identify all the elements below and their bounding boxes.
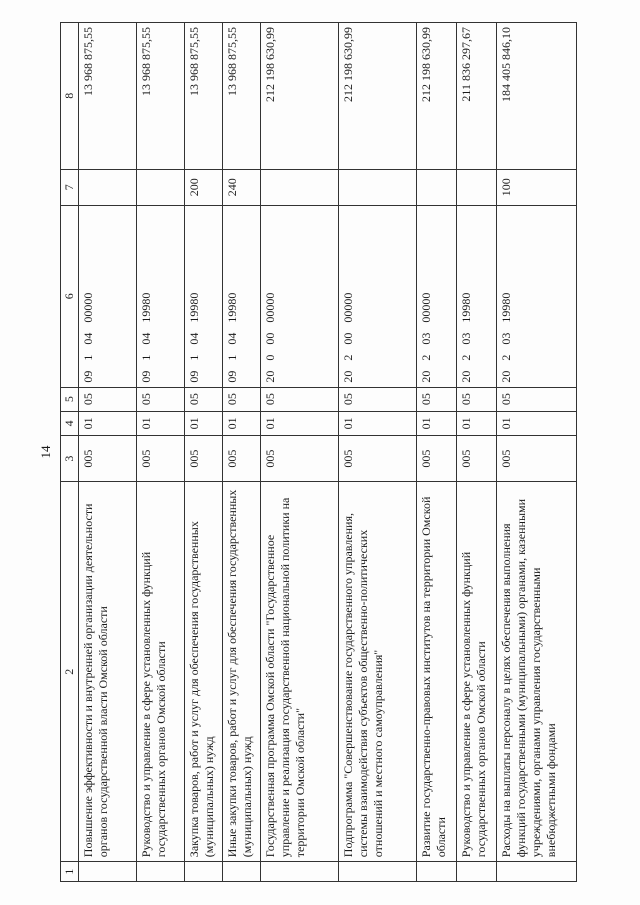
table-row xyxy=(79,23,137,882)
table-row xyxy=(185,23,223,882)
expense-type-cell xyxy=(339,169,417,205)
amount-cell: 211 836 297,67 xyxy=(457,23,497,170)
target-article-cell: 20 2 03 00000 xyxy=(417,205,457,387)
expense-type-cell xyxy=(79,169,137,205)
header-cell: 3 xyxy=(61,436,79,482)
row-name-cell: Иные закупки товаров, работ и услуг для обеспечения государственных (муниципальных) нужд xyxy=(223,482,261,862)
admin-code-cell: 005 xyxy=(79,436,137,482)
target-article-cell: 20 2 03 19980 xyxy=(497,205,577,387)
table-row xyxy=(457,23,497,882)
row-name-cell: Руководство и управление в сфере установленных функций государственных органов Омской области xyxy=(457,482,497,862)
row-name-cell: Государственная программа Омской области "Государственное управление и реализация государственной национальной политики на территории Омской области" xyxy=(261,482,339,862)
expense-type-cell: 200 xyxy=(185,169,223,205)
row-name-cell: Подпрограмма "Совершенствование государственного управления, системы взаимодействия субъектов общественно-политических отношений и местного самоуправления" xyxy=(339,482,417,862)
amount-cell: 13 968 875,55 xyxy=(79,23,137,170)
subsection-cell: 05 xyxy=(497,387,577,411)
section-cell: 01 xyxy=(79,411,137,435)
admin-code-cell: 005 xyxy=(261,436,339,482)
target-article-cell: 09 1 04 19980 xyxy=(223,205,261,387)
row-name-cell: Закупка товаров, работ и услуг для обеспечения государственных (муниципальных) нужд xyxy=(185,482,223,862)
header-cell: 4 xyxy=(61,411,79,435)
subsection-cell: 05 xyxy=(339,387,417,411)
row-name-cell: Повышение эффективности и внутренней организации деятельности органов государственной власти Омской области xyxy=(79,482,137,862)
target-article-cell: 09 1 04 00000 xyxy=(79,205,137,387)
section-cell: 01 xyxy=(457,411,497,435)
header-cell: 8 xyxy=(61,23,79,170)
section-cell: 01 xyxy=(261,411,339,435)
section-cell: 01 xyxy=(185,411,223,435)
row-number-cell xyxy=(457,862,497,882)
target-article-cell: 20 2 03 19980 xyxy=(457,205,497,387)
amount-cell: 184 405 846,10 xyxy=(497,23,577,170)
section-cell: 01 xyxy=(223,411,261,435)
subsection-cell: 05 xyxy=(457,387,497,411)
row-number-cell xyxy=(261,862,339,882)
target-article-cell: 20 2 00 00000 xyxy=(339,205,417,387)
subsection-cell: 05 xyxy=(417,387,457,411)
table-row xyxy=(261,23,339,882)
page-number: 14 xyxy=(38,445,53,459)
amount-cell: 13 968 875,55 xyxy=(137,23,185,170)
row-number-cell xyxy=(339,862,417,882)
budget-table xyxy=(60,22,577,882)
row-name-cell: Руководство и управление в сфере установленных функций государственных органов Омской области xyxy=(137,482,185,862)
row-number-cell xyxy=(185,862,223,882)
header-cell: 2 xyxy=(61,482,79,862)
expense-type-cell: 100 xyxy=(497,169,577,205)
header-cell: 1 xyxy=(61,862,79,882)
expense-type-cell xyxy=(137,169,185,205)
row-number-cell xyxy=(417,862,457,882)
admin-code-cell: 005 xyxy=(185,436,223,482)
amount-cell: 13 968 875,55 xyxy=(185,23,223,170)
amount-cell: 212 198 630,99 xyxy=(417,23,457,170)
table-row xyxy=(497,23,577,882)
header-cell: 6 xyxy=(61,205,79,387)
subsection-cell: 05 xyxy=(79,387,137,411)
expense-type-cell xyxy=(417,169,457,205)
expense-type-cell xyxy=(457,169,497,205)
amount-cell: 212 198 630,99 xyxy=(261,23,339,170)
expense-type-cell: 240 xyxy=(223,169,261,205)
row-number-cell xyxy=(79,862,137,882)
subsection-cell: 05 xyxy=(137,387,185,411)
expense-type-cell xyxy=(261,169,339,205)
section-cell: 01 xyxy=(339,411,417,435)
row-name-cell: Расходы на выплаты персоналу в целях обеспечения выполнения функций государственными (муниципальными) органами, казенными учреждениями, органами управления государственными внебюджетными фондами xyxy=(497,482,577,862)
table-row xyxy=(223,23,261,882)
admin-code-cell: 005 xyxy=(497,436,577,482)
subsection-cell: 05 xyxy=(185,387,223,411)
admin-code-cell: 005 xyxy=(339,436,417,482)
table-row xyxy=(137,23,185,882)
subsection-cell: 05 xyxy=(261,387,339,411)
header-row xyxy=(61,23,79,882)
amount-cell: 212 198 630,99 xyxy=(339,23,417,170)
section-cell: 01 xyxy=(137,411,185,435)
rotated-content xyxy=(38,22,603,882)
table-row xyxy=(339,23,417,882)
admin-code-cell: 005 xyxy=(457,436,497,482)
target-article-cell: 09 1 04 19980 xyxy=(185,205,223,387)
admin-code-cell: 005 xyxy=(223,436,261,482)
admin-code-cell: 005 xyxy=(417,436,457,482)
header-cell: 7 xyxy=(61,169,79,205)
table-row xyxy=(417,23,457,882)
row-number-cell xyxy=(137,862,185,882)
row-name-cell: Развитие государственно-правовых институтов на территории Омской области xyxy=(417,482,457,862)
subsection-cell: 05 xyxy=(223,387,261,411)
target-article-cell: 09 1 04 19980 xyxy=(137,205,185,387)
row-number-cell xyxy=(497,862,577,882)
admin-code-cell: 005 xyxy=(137,436,185,482)
section-cell: 01 xyxy=(497,411,577,435)
amount-cell: 13 968 875,55 xyxy=(223,23,261,170)
section-cell: 01 xyxy=(417,411,457,435)
row-number-cell xyxy=(223,862,261,882)
target-article-cell: 20 0 00 00000 xyxy=(261,205,339,387)
header-cell: 5 xyxy=(61,387,79,411)
